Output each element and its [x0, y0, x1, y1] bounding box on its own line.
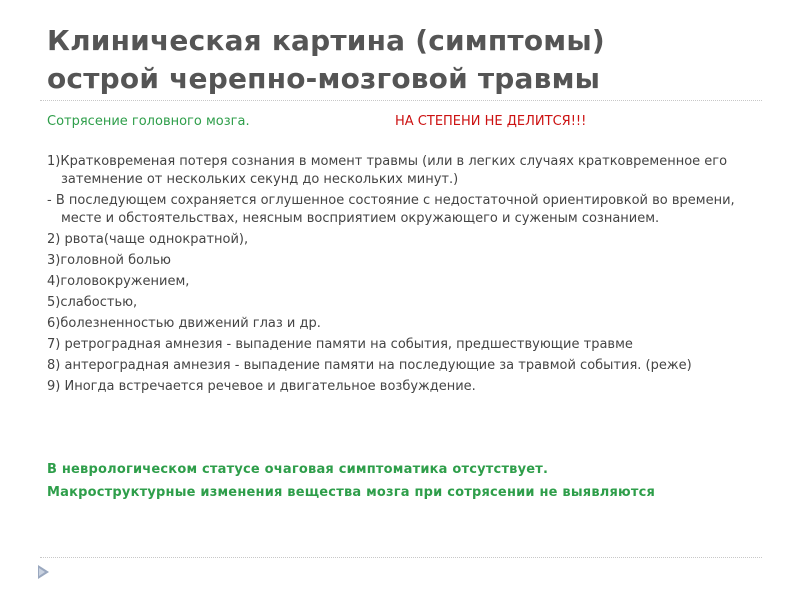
subtitle-row [47, 113, 767, 131]
no-degrees-label: НА СТЕПЕНИ НЕ ДЕЛИТСЯ!!! [395, 114, 587, 129]
next-slide-arrow-icon-highlight [39, 568, 45, 576]
symptom-item-6: 6)болезненностью движений глаз и др. [47, 316, 321, 331]
slide-title-line-1: Клиническая картина (симптомы) [47, 24, 605, 57]
symptom-item-4: 4)головокружением, [47, 274, 190, 289]
symptom-item-7: 7) ретроградная амнезия - выпадение памяти на события, предшествующие травме [47, 337, 633, 352]
symptom-item-1: 1)Кратковременая потеря сознания в момент травмы (или в легких случаях кратковременное его затемнение от нескольких секунд до нескольких минут.) [47, 154, 728, 187]
note-neurological-status: В неврологическом статусе очаговая симптоматика отсутствует. [47, 462, 549, 477]
symptom-list [47, 153, 767, 399]
title-divider [40, 100, 762, 101]
footer-divider [40, 557, 762, 558]
slide-title-line-2: острой черепно-мозговой травмы [47, 62, 601, 95]
concussion-label: Сотрясение головного мозга. [47, 114, 250, 129]
symptom-item-8: 8) антероградная амнезия - выпадение памяти на последующие за травмой события. (реже) [47, 358, 692, 373]
symptom-item-5: 5)слабостью, [47, 295, 138, 310]
note-macrostructural-changes: Макроструктурные изменения вещества мозга при сотрясении не выявляются [47, 485, 656, 500]
slide-title [47, 22, 767, 98]
symptom-item-9: 9) Иногда встречается речевое и двигательное возбуждение. [47, 379, 476, 394]
symptom-item-3: 3)головной болью [47, 253, 171, 268]
symptom-item-2: 2) рвота(чаще однократной), [47, 232, 249, 247]
symptom-item-aftermath: - В последующем сохраняется оглушенное состояние с недостаточной ориентировкой во времени, месте и обстоятельствах, неясным восприятием окружающего и суженым сознанием. [47, 193, 735, 226]
